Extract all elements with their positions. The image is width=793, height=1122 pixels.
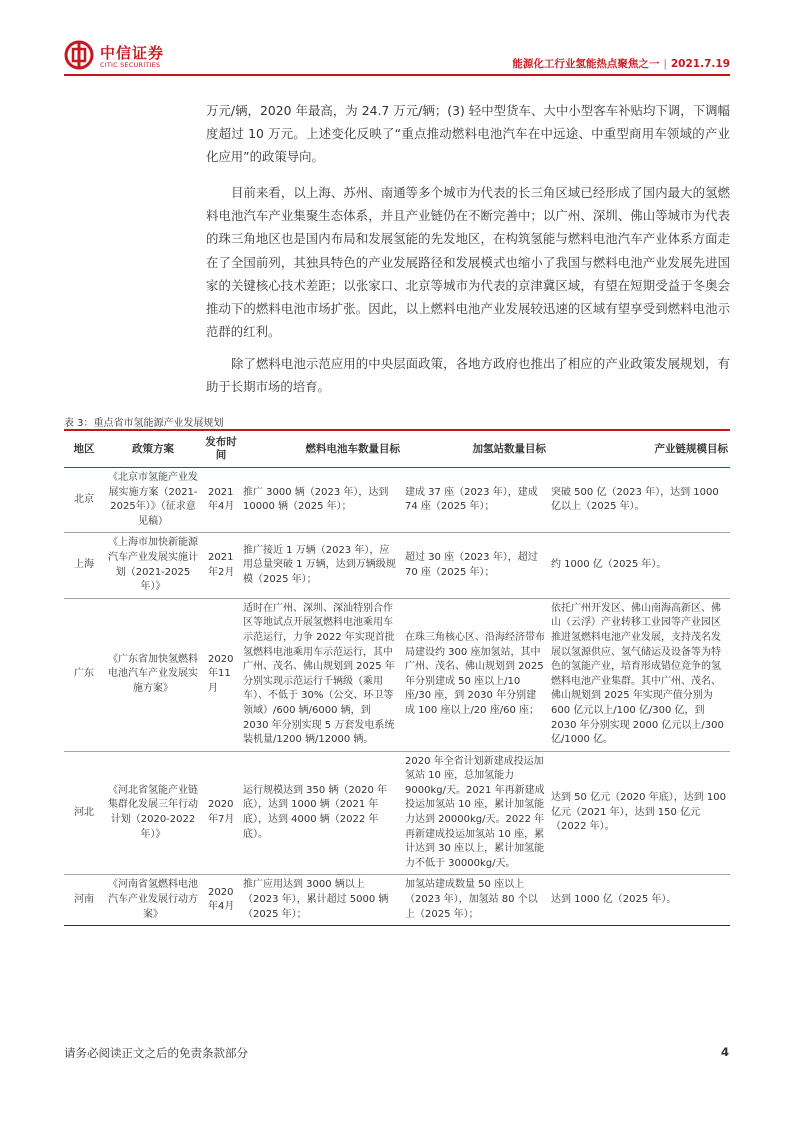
- cell-industry: 达到 50 亿元（2020 年底），达到 100 亿元（2021 年），达到 150 亿元（2022 年）。: [548, 751, 730, 875]
- footer-disclaimer: 请务必阅读正文之后的免责条款部分: [64, 1046, 248, 1060]
- policy-table: [64, 429, 730, 926]
- table-row: [64, 598, 730, 751]
- cell-stations: 在珠三角核心区、沿海经济带布局建设约 300 座加氢站，其中广州、茂名、佛山规划到 2025 年分别建成 50 座以上/10 座/30 座，到 2030 年分别建成 100 座以上/20 座/60 座；: [402, 598, 548, 751]
- cell-vehicles: 推广 3000 辆（2023 年），达到 10000 辆（2025 年）；: [240, 468, 402, 533]
- body-paragraph-2: 目前来看，以上海、苏州、南通等多个城市为代表的长三角区域已经形成了国内最大的氢燃料电池汽车产业集聚生态体系，并且产业链仍在不断完善中；以广州、深圳、佛山等城市为代表的珠三角地区也是国内布局和发展氢能的先发地区，在构筑氢能与燃料电池汽车产业体系方面走在了全国前列，其独具特色的产业发展路径和发展模式也缩小了我国与燃料电池产业发展先进国家的关键核心技术差距；以张家口、北京等城市为代表的京津冀区域，有望在短期受益于冬奥会推动下的燃料电池市场扩张。因此，以上燃料电池产业发展较迅速的区域有望享受到燃料电池示范群的红利。: [206, 185, 730, 340]
- header-vehicles: 燃料电池车数量目标: [240, 430, 402, 468]
- cell-industry: 依托广州开发区、佛山南海高新区、佛山（云浮）产业转移工业园等产业园区推进氢燃料电池产业发展，支持茂名发展以氢源供应、氢气储运及设备等为特色的氢能产业，培育形成错位竞争的氢燃料电池产业集群。其中广州、茂名、佛山规划到 2025 年实现产值分别为 600 亿元以上/100 亿/300 亿，到 2030 年分别实现 2000 亿元以上/300 亿/1000 亿。: [548, 598, 730, 751]
- report-date: 2021.7.19: [670, 58, 730, 70]
- cell-policy: 《上海市加快新能源汽车产业发展实施计划（2021-2025年）》: [104, 533, 202, 598]
- cell-vehicles: 推广接近 1 万辆（2023 年），应用总量突破 1 万辆，达到万辆级规模（2025 年）；: [240, 533, 402, 598]
- cell-policy: 《北京市氢能产业发展实施方案（2021-2025年）》（征求意见稿）: [104, 468, 202, 533]
- header-separator: |: [663, 58, 667, 70]
- cell-region: 河南: [64, 875, 104, 926]
- header-stations: 加氢站数量目标: [402, 430, 548, 468]
- header-time: 发布时间: [202, 430, 240, 468]
- cell-policy: 《广东省加快氢燃料电池汽车产业发展实施方案》: [104, 598, 202, 751]
- cell-industry: 突破 500 亿（2023 年），达到 1000 亿以上（2025 年）。: [548, 468, 730, 533]
- cell-stations: 加氢站建成数量 50 座以上（2023 年），加氢站 80 个以上（2025 年）；: [402, 875, 548, 926]
- cell-industry: 约 1000 亿（2025 年）。: [548, 533, 730, 598]
- cell-industry: 达到 1000 亿（2025 年）。: [548, 875, 730, 926]
- cell-policy: 《河北省氢能产业链集群化发展三年行动计划（2020-2022年）》: [104, 751, 202, 875]
- cell-region: 河北: [64, 751, 104, 875]
- cell-time: 2020年4月: [202, 875, 240, 926]
- body-paragraph-1: 万元/辆，2020 年最高，为 24.7 万元/辆；(3) 轻中型货车、大中小型客车补贴均下调，下调幅度超过 10 万元。上述变化反映了“重点推动燃料电池汽车在中远途、中重型商用车领域的产业化应用”的政策导向。: [206, 103, 730, 165]
- page-header: [64, 40, 730, 76]
- table-title: 表 3：重点省市氢能源产业发展规划: [64, 418, 224, 429]
- header-region: 地区: [64, 430, 104, 468]
- policy-table-wrapper: [64, 429, 730, 926]
- header-rule: [64, 74, 730, 76]
- cell-stations: 超过 30 座（2023 年），超过 70 座（2025 年）；: [402, 533, 548, 598]
- logo-text-cn: 中信证券: [100, 44, 165, 62]
- cell-region: 广东: [64, 598, 104, 751]
- report-title: 能源化工行业氢能热点聚焦之一: [512, 58, 660, 70]
- table-row: [64, 751, 730, 875]
- cell-stations: 2020 年全省计划新建成投运加氢站 10 座，总加氢能力 9000kg/天。2021 年再新建成投运加氢站 10 座，累计加氢能力达到 20000kg/天。2022 年再新建成投运加氢站 10 座，累计达到 30 座以上，累计加氢能力不低于 30000kg/天。: [402, 751, 548, 875]
- cell-vehicles: 运行规模达到 350 辆（2020 年底），达到 1000 辆（2021 年底），达到 4000 辆（2022 年底）。: [240, 751, 402, 875]
- cell-time: 2021年4月: [202, 468, 240, 533]
- header-industry: 产业链规模目标: [548, 430, 730, 468]
- report-meta: [512, 56, 730, 71]
- logo-text-en: CITIC SECURITIES: [100, 61, 161, 69]
- citic-logo-icon: [64, 40, 94, 70]
- cell-stations: 建成 37 座（2023 年），建成 74 座（2025 年）；: [402, 468, 548, 533]
- table-row: [64, 875, 730, 926]
- body-paragraph-3: 除了燃料电池示范应用的中央层面政策，各地方政府也推出了相应的产业政策发展规划，有助于长期市场的培育。: [206, 356, 730, 395]
- cell-vehicles: 推广应用达到 3000 辆以上（2023 年），累计超过 5000 辆（2025 年）；: [240, 875, 402, 926]
- table-row: [64, 468, 730, 533]
- cell-time: 2021年2月: [202, 533, 240, 598]
- cell-policy: 《河南省氢燃料电池汽车产业发展行动方案》: [104, 875, 202, 926]
- cell-vehicles: 适时在广州、深圳、深汕特别合作区等地试点开展氢燃料电池乘用车示范运行，力争 2022 年实现首批氢燃料电池乘用车示范运行，其中广州、茂名、佛山规划到 2025 年分别实现示范运行千辆级（乘用车）、不低于 30%（公交、环卫等领域）/600 辆/6000 辆，到 2030 年分别实现 5 万套发电系统装机量/1200 辆/12000 辆。: [240, 598, 402, 751]
- page-number: 4: [720, 1045, 729, 1059]
- cell-region: 北京: [64, 468, 104, 533]
- cell-time: 2020年7月: [202, 751, 240, 875]
- header-policy: 政策方案: [104, 430, 202, 468]
- cell-region: 上海: [64, 533, 104, 598]
- cell-time: 2020年11月: [202, 598, 240, 751]
- table-header-row: [64, 430, 730, 468]
- table-row: [64, 533, 730, 598]
